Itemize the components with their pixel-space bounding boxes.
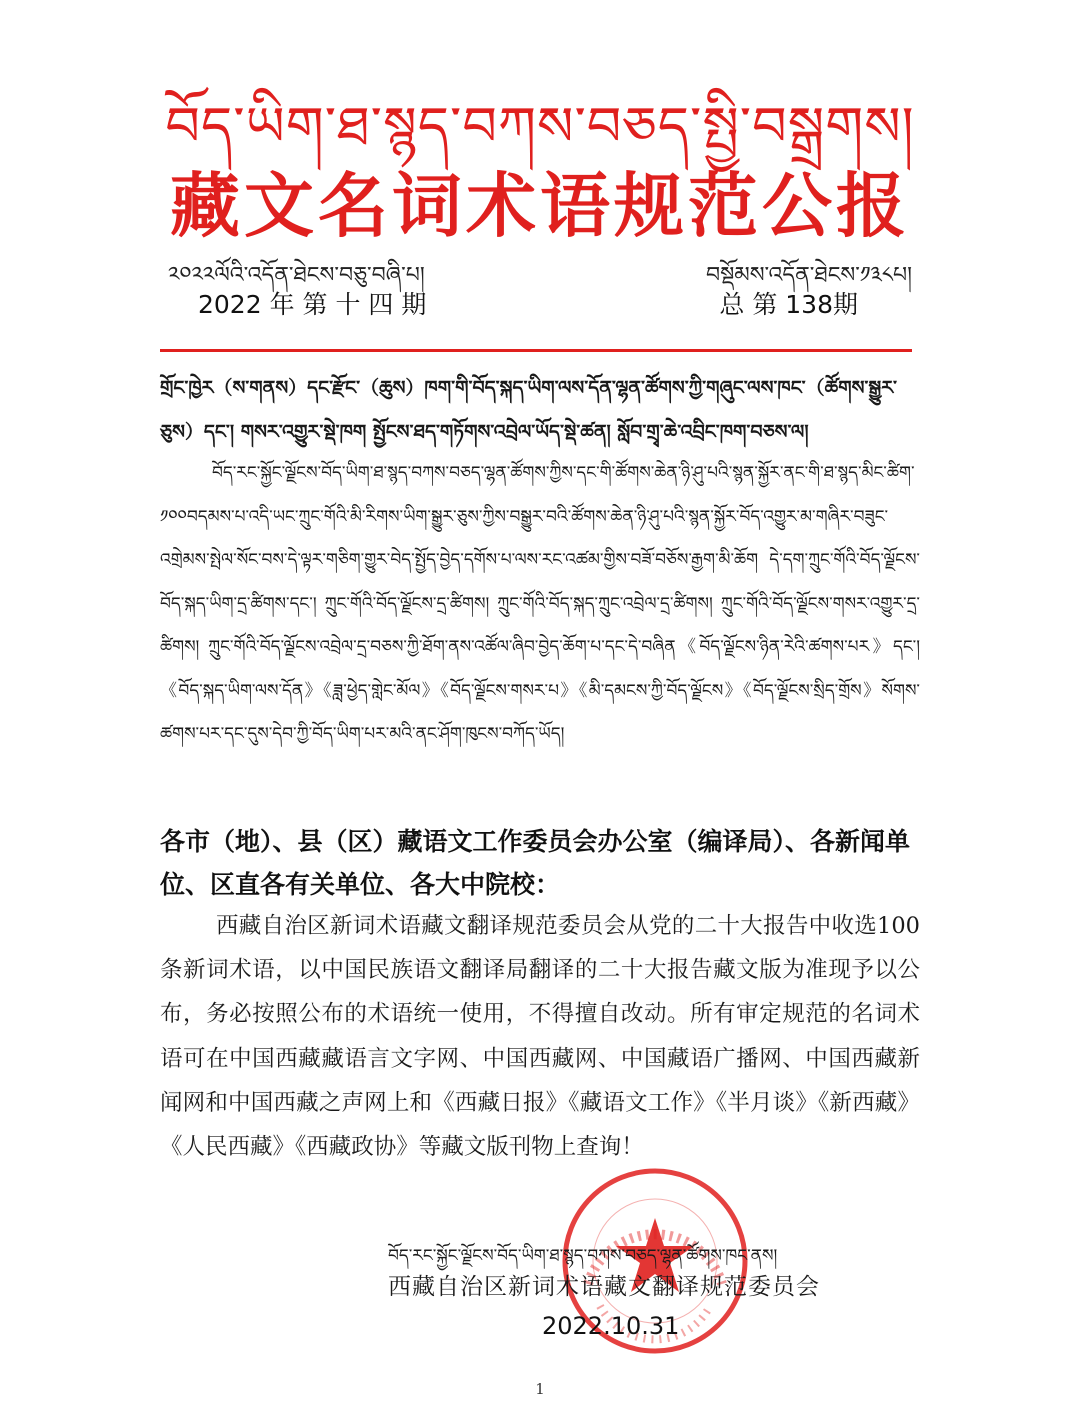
tibetan-body-paragraph: བོད་རང་སྐྱོང་ལྗོངས་བོད་ཡིག་ཐ་སྙད་བཀས་བཅད་ལྷན་ཚོགས་ཀྱིས་དང་གི་ཚོགས་ཆེན་ཉི་ཤུ་པའི་སྙན་སྐྱོར་ནང་གི་ཐ་སྙད་མིང་ཚིག་༡༠༠བདམས་པ་འདི་ཡང་ཀྲུང་གོའི་མི་རིགས་ཡིག་སྒྱུར་ཅུས་ཀྱིས་བསྒྱུར་བའི་ཚོགས་ཆེན་ཉི་ཤུ་པའི་སྙན་སྐྱོར་བོད་འགྱུར་མ་གཞིར་བཟུང་འགྲེམས་སྤེལ་སོང་བས་དེ་ལྟར་གཅིག་གྱུར་བེད་སྤྱོད་བྱེད་དགོས་པ་ལས་རང་འཚམ་གྱིས་བཟོ་བཅོས་རྒྱག་མི་ཆོག དེ་དག་ཀྲུང་གོའི་བོད་ལྗོངས་བོད་སྐད་ཡིག་དྲ་ཚིགས་དང་། ཀྲུང་གོའི་བོད་ལྗོངས་དྲ་ཚིགས། ཀྲུང་གོའི་བོད་སྐད་ཀྲུང་འབྲེལ་དྲ་ཚིགས། ཀྲུང་གོའི་བོད་ལྗོངས་གསར་འགྱུར་དྲ་ཚིགས། ཀྲུང་གོའི་བོད་ལྗོངས་འབྲེལ་དྲ་བཅས་ཀྱི་ཐོག་ནས་འཚོལ་ཞིབ་བྱེད་ཆོག་པ་དང་དེ་བཞིན《བོད་ལྗོངས་ཉིན་རེའི་ཚགས་པར》དང་།《བོད་སྐད་ཡིག་ལས་དོན》《ཟླ་ཕྱེད་གླེང་མོལ》《བོད་ལྗོངས་གསར་པ》《མི་དམངས་ཀྱི་བོད་ལྗོངས》《བོད་ལྗོངས་སྲིད་གྲོས》སོགས་ཚགས་པར་དང་དུས་དེབ་ཀྱི་བོད་ཡིག་པར་མའི་ནང་ཤོག་ཁུངས་བཀོད་ཡོད། bbox=[160, 463, 920, 744]
signature-chinese-organization: 西藏自治区新词术语藏文翻译规范委员会 bbox=[388, 1274, 820, 1300]
header-divider bbox=[160, 349, 912, 352]
signature-date: 2022.10.31 bbox=[542, 1312, 680, 1340]
issue-number-tibetan: ༢༠༢༢ལོའི་འདོན་ཐེངས་བཅུ་བཞི་པ། bbox=[168, 263, 425, 288]
total-issue-tibetan: བསྡོམས་འདོན་ཐེངས་༡༣༨པ། bbox=[705, 263, 912, 288]
masthead-chinese-title: 藏文名词术语规范公报 bbox=[170, 165, 910, 247]
masthead-tibetan-title: བོད་ཡིག་ཐ་སྙད་བཀས་བཅད་སྤྱི་བསྒྲགས། bbox=[165, 95, 915, 158]
issue-number-chinese: 2022 年 第 十 四 期 bbox=[198, 290, 427, 319]
chinese-addressee: 各市（地）、县（区）藏语文工作委员会办公室（编译局）、各新闻单位、区直各有关单位、各大中院校： bbox=[160, 827, 911, 899]
page-number: 1 bbox=[535, 1380, 545, 1398]
signature-tibetan-organization: བོད་རང་སྐྱོང་ལྗོངས་བོད་ཡིག་ཐ་སྙད་བཀས་བཅད་ལྷན་ཚོགས་ཁང་ནས། bbox=[388, 1246, 778, 1266]
tibetan-addressee: གྲོང་ཁྱེར（ས་གནས）དང་རྫོང་（ཆུས）ཁག་གི་བོད་སྐད་ཡིག་ལས་དོན་ལྷན་ཚོགས་ཀྱི་གཞུང་ལས་ཁང་（ཚོགས་སྒྱུར་ཅུས）དང་། གསར་འགྱུར་སྡེ་ཁག སྤྱོངས་ཐད་གཏོགས་འབྲེལ་ཡོད་སྡེ་ཚན། སློབ་གྲྭ་ཆེ་འབྲིང་ཁག་བཅས་ལ། bbox=[160, 377, 898, 443]
chinese-body-paragraph: 西藏自治区新词术语藏文翻译规范委员会从党的二十大报告中收选100条新词术语，以中国民族语文翻译局翻译的二十大报告藏文版为准现予以公布，务必按照公布的术语统一使用，不得擅自改动。所有审定规范的名词术语可在中国西藏藏语言文字网、中国西藏网、中国藏语广播网、中国西藏新闻网和中国西藏之声网上和《西藏日报》《藏语文工作》《半月谈》《新西藏》《人民西藏》《西藏政协》等藏文版刊物上查询！ bbox=[160, 913, 920, 1161]
total-issue-chinese: 总 第 138期 bbox=[719, 290, 858, 319]
